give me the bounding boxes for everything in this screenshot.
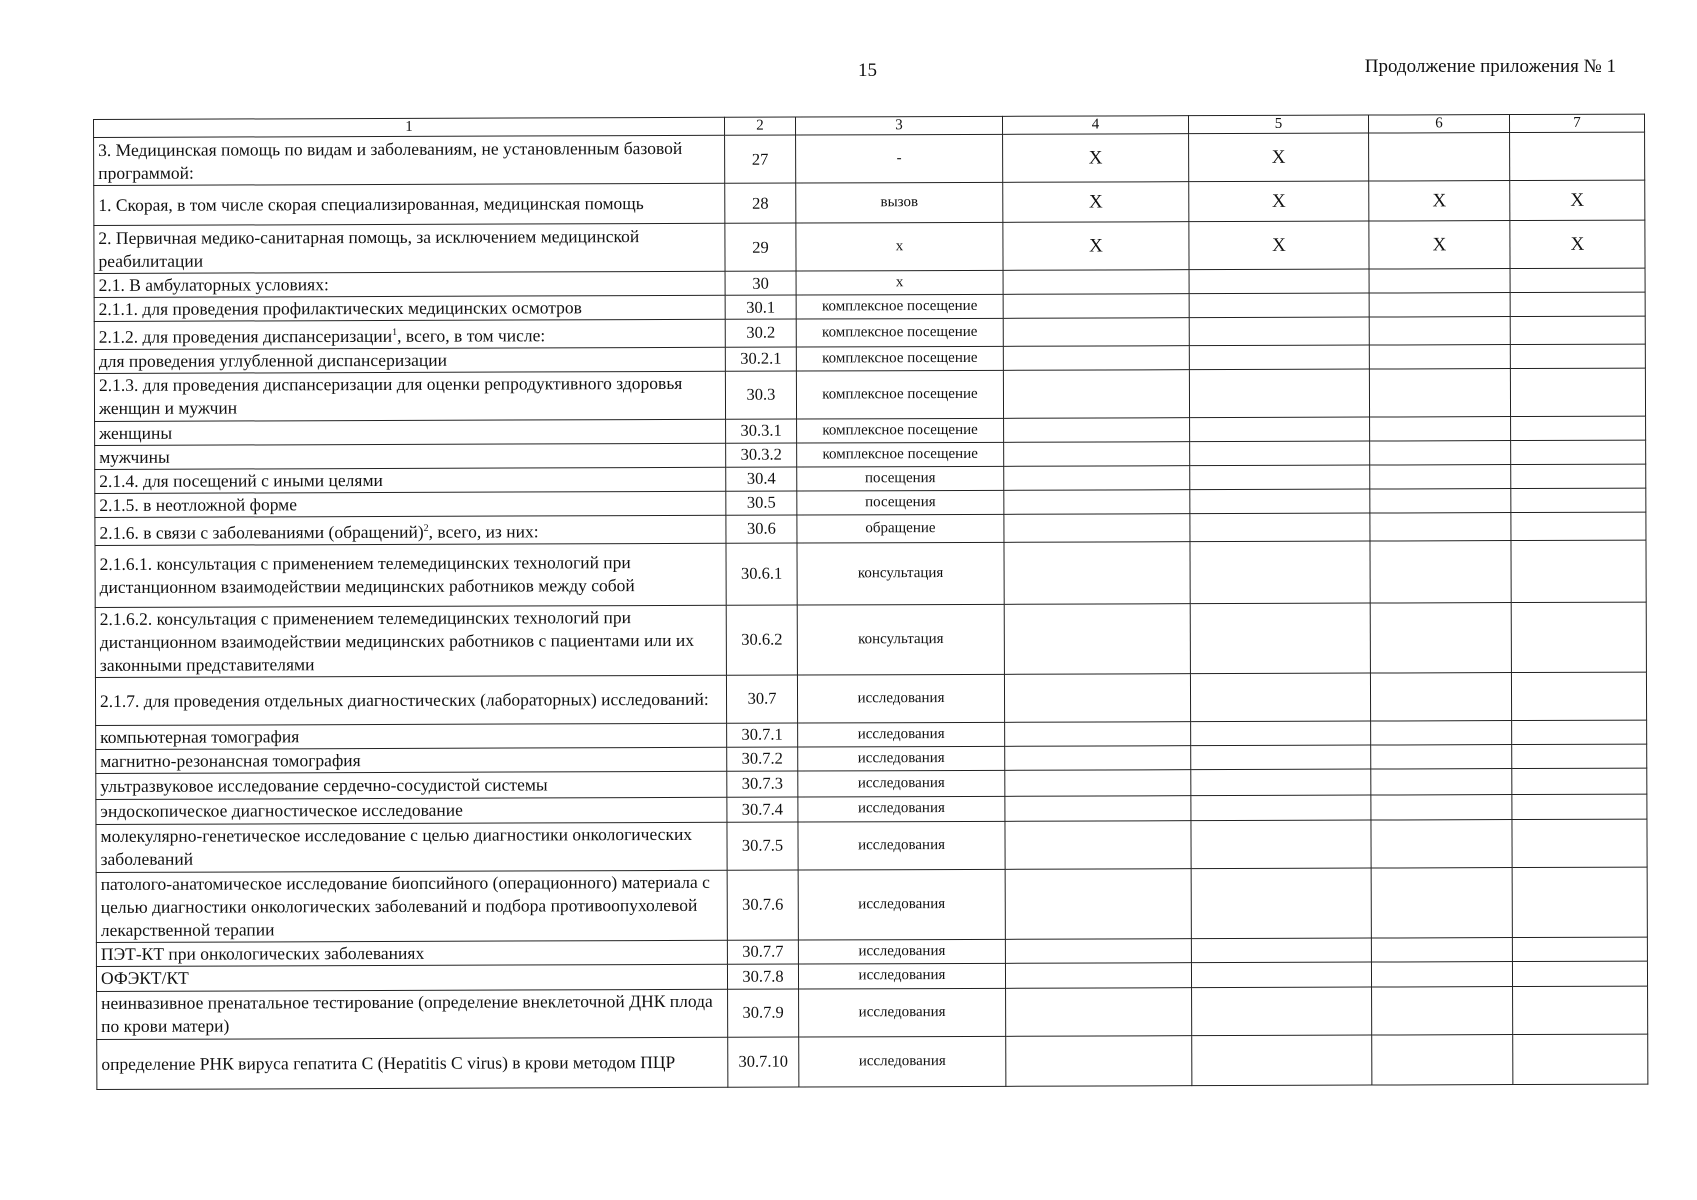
row-col7-cell [1513,986,1648,1034]
row-name: ультразвуковое исследование сердечно-сосудистой системы [100,774,548,796]
row-col4-cell: X [1003,182,1189,223]
footnote-marker: 2 [423,522,429,534]
row-name-cell [94,371,725,421]
row-col7-cell [1511,602,1646,672]
row-name-cell [94,223,725,273]
row-unit-cell: консультация [797,604,1004,675]
row-code-cell: 28 [725,183,796,223]
row-col4-cell: X [1003,134,1189,183]
row-name: эндоскопическое диагностическое исследование [100,799,463,822]
row-col4-cell [1004,603,1190,674]
row-col6-cell [1371,937,1512,961]
row-col5-cell [1191,745,1371,770]
row-name: патолого-анатомическое исследование биопсийного (операционного) материала с целью диагностики онкологических заболеваний и подбора противоопухолевой лекарственной терапии [100,871,710,940]
row-col4-cell [1005,769,1191,796]
row-col7-cell [1511,512,1646,540]
footnote-marker: 1 [392,326,398,338]
page-caption: Продолжение приложения № 1 [1364,56,1616,77]
table-row [94,220,1645,273]
row-col6-cell [1371,819,1512,867]
row-code-cell: 30.2.1 [725,347,796,371]
row-col4-cell [1004,490,1190,515]
row-name-cell [95,491,726,517]
row-code-cell: 30.3.2 [726,443,797,467]
row-name: мужчины [99,446,170,467]
row-col5-cell [1189,345,1369,370]
row-name: 2.1. В амбулаторных условиях: [98,274,329,295]
row-col4-cell [1005,795,1191,821]
row-name: определение РНК вируса гепатита C (Hepatitis C virus) в крови методом ПЦР [101,1051,676,1074]
row-col6-cell [1369,344,1510,368]
row-name: 2.1.4. для посещений с иными целями [99,469,383,491]
row-col7-cell [1510,316,1645,344]
row-unit-cell: исследования [799,1036,1006,1087]
row-col7-cell [1511,540,1646,602]
row-unit-cell: исследования [797,674,1004,723]
row-name-cell [95,675,726,725]
row-col6-cell [1370,512,1511,540]
row-name-cell [95,443,726,469]
row-col7-cell [1510,292,1645,316]
row-col4-cell: X [1003,222,1189,271]
row-col7-cell [1512,720,1647,744]
row-col7-cell [1512,768,1647,794]
row-unit-cell: исследования [798,939,1005,964]
row-name-cell [96,771,727,799]
table-row [95,540,1646,607]
table-row [94,368,1645,421]
row-unit-cell: исследования [798,796,1005,822]
row-col5-cell [1192,987,1372,1036]
row-name-cell [96,822,727,872]
row-name-cell [94,135,725,185]
row-name: женщины [99,422,173,443]
row-col5-cell [1191,868,1371,939]
row-unit-cell: комплексное посещение [796,346,1003,371]
row-col7-cell: X [1510,220,1645,268]
row-col7-cell [1512,867,1647,937]
row-col4-cell [1004,442,1190,467]
row-col4-cell [1005,820,1191,869]
row-name-tail: , всего, из них: [428,521,539,542]
header-col-4: 4 [1002,116,1188,135]
row-unit-cell: исследования [798,963,1005,989]
row-name-cell [96,940,727,966]
row-col4-cell [1003,294,1189,319]
row-name-cell [94,319,725,349]
row-name: компьютерная томография [100,725,300,747]
row-col5-cell [1190,489,1370,514]
row-col6-cell [1370,488,1511,512]
row-code-cell: 30.1 [725,295,796,319]
row-col6-cell [1369,293,1510,317]
row-col5-cell [1192,1035,1372,1086]
row-col6-cell [1370,602,1511,672]
row-code-cell: 30.7.5 [727,822,798,870]
row-code-cell: 30.7.9 [728,989,799,1037]
row-col5-cell [1189,317,1369,345]
row-name-cell [94,271,725,297]
row-name: 2.1.6. в связи с заболеваниями (обращений) [99,521,424,543]
table-row [96,819,1647,872]
row-col7-cell [1512,961,1647,986]
row-col6-cell [1371,794,1512,819]
row-unit-cell: исследования [798,722,1005,747]
row-unit-cell: комплексное посещение [797,418,1004,443]
row-name-cell [95,543,726,607]
row-name-cell [96,797,727,824]
row-unit-cell: посещения [797,466,1004,491]
row-code-cell: 27 [725,135,796,183]
row-col4-cell [1005,868,1191,939]
header-col-3: 3 [795,116,1002,135]
row-col7-cell [1513,1034,1648,1084]
row-code-cell: 30.7 [726,675,797,723]
row-col6-cell [1371,961,1512,986]
row-col4-cell [1005,721,1191,746]
table-row [97,1034,1648,1089]
row-col6-cell [1369,269,1510,293]
row-col4-cell [1004,466,1190,491]
row-name: 2.1.2. для проведения диспансеризации [98,325,393,347]
row-name: 2.1.3. для проведения диспансеризации для оценки репродуктивного здоровья женщин и мужчин [98,373,683,419]
row-col4-cell [1005,962,1191,988]
row-col4-cell [1003,346,1189,371]
row-col7-cell: X [1510,180,1645,220]
row-col5-cell: X [1189,181,1369,222]
row-name-cell [94,183,725,225]
row-name-cell [95,515,726,545]
row-name: 2.1.1. для проведения профилактических медицинских осмотров [98,297,582,319]
row-name-cell [94,347,725,373]
row-name: 1. Скорая, в том числе скорая специализированная, медицинская помощь [98,193,644,215]
row-code-cell: 30.7.3 [727,771,798,797]
table-row [95,602,1646,677]
row-unit-cell: вызов [796,182,1003,223]
table-row [95,672,1646,725]
row-col5-cell [1190,465,1370,490]
row-col7-cell [1512,744,1647,768]
row-code-cell: 30.4 [726,467,797,491]
row-unit-cell: исследования [798,869,1005,940]
row-name: 2.1.6.2. консультация с применением телемедицинских технологий при дистанционном взаимодействии медицинских работников с пациентами или их законными представителями [99,606,695,675]
row-col4-cell [1006,1035,1192,1086]
row-code-cell: 30.5 [726,491,797,515]
row-col4-cell [1004,541,1190,604]
row-name: для проведения углубленной диспансеризации [98,349,447,371]
row-col6-cell [1370,672,1511,720]
row-unit-cell: комплексное посещение [796,294,1003,319]
row-unit-cell: посещения [797,490,1004,515]
header-col-2: 2 [724,117,795,135]
row-col4-cell [1006,987,1192,1036]
row-name: 3. Медицинская помощь по видам и заболеваниям, не установленным базовой программой: [98,137,683,183]
row-name-cell [95,605,726,677]
row-col6-cell [1371,768,1512,794]
row-col5-cell [1189,369,1369,418]
row-col7-cell [1511,464,1646,488]
row-col7-cell [1512,937,1647,961]
row-col7-cell [1511,440,1646,464]
row-code-cell: 30 [725,271,796,295]
row-col6-cell [1369,317,1510,345]
row-col4-cell [1004,418,1190,443]
row-col5-cell [1190,673,1370,722]
row-code-cell: 30.7.4 [727,797,798,822]
row-col7-cell [1511,416,1646,440]
row-unit-cell: комплексное посещение [797,442,1004,467]
row-name: 2.1.5. в неотложной форме [99,494,298,515]
row-unit-cell: обращение [797,514,1004,543]
row-unit-cell: комплексное посещение [796,318,1003,347]
row-code-cell: 30.3.1 [726,419,797,443]
row-code-cell: 30.7.8 [727,964,798,989]
row-col7-cell [1512,819,1647,867]
row-code-cell: 30.7.2 [727,747,798,771]
row-col5-cell: X [1189,221,1369,270]
row-col5-cell [1189,293,1369,318]
header-col-6: 6 [1368,115,1509,133]
header-col-7: 7 [1509,114,1644,132]
row-col6-cell [1370,464,1511,488]
row-code-cell: 30.6.1 [726,543,797,605]
row-col6-cell [1372,1034,1513,1084]
row-name: магнитно-резонансная томография [100,749,361,771]
row-name-cell [94,295,725,321]
row-code-cell: 29 [725,223,796,271]
row-unit-cell: х [796,222,1003,271]
row-col5-cell: X [1189,133,1369,182]
row-unit-cell: - [796,134,1003,183]
table-row [94,132,1645,185]
header-col-1: 1 [94,117,725,137]
row-name-cell [96,723,727,749]
row-name-cell [97,989,728,1039]
row-name-cell [95,419,726,445]
row-col4-cell [1003,370,1189,419]
row-col4-cell [1003,270,1189,295]
row-col4-cell [1004,673,1190,722]
row-col5-cell [1191,938,1371,963]
row-col7-cell [1510,368,1645,416]
row-col6-cell [1370,416,1511,440]
row-col6-cell: X [1369,221,1510,269]
row-code-cell: 30.7.1 [727,723,798,747]
row-col7-cell [1511,488,1646,512]
row-col5-cell [1189,269,1369,294]
row-code-cell: 30.6 [726,515,797,543]
row-col5-cell [1191,769,1371,796]
row-code-cell: 30.7.6 [727,870,798,940]
row-col5-cell [1190,513,1370,541]
row-col6-cell [1370,440,1511,464]
row-col6-cell [1371,867,1512,937]
row-name-tail: , всего, в том числе: [397,325,546,346]
row-name-cell [96,964,727,991]
row-unit-cell: исследования [798,746,1005,771]
row-name-cell [95,467,726,493]
row-name-cell [96,870,727,942]
row-name: неинвазивное пренатальное тестирование (определение внеклеточной ДНК плода по крови матери) [101,990,713,1037]
row-col6-cell [1369,133,1510,181]
row-unit-cell: исследования [798,821,1005,870]
row-col6-cell [1372,986,1513,1034]
table-row [97,986,1648,1039]
row-col5-cell [1191,795,1371,821]
row-unit-cell: х [796,270,1003,295]
row-col4-cell [1005,938,1191,963]
row-name: 2.1.6.1. консультация с применением телемедицинских технологий при дистанционном взаимодействии медицинских работников между собой [99,552,635,598]
row-col6-cell [1370,540,1511,602]
row-col5-cell [1190,603,1370,674]
row-col6-cell [1369,368,1510,416]
row-unit-cell: консультация [797,542,1004,605]
row-unit-cell: комплексное посещение [796,370,1003,419]
table-row [96,867,1647,942]
row-name: молекулярно-генетическое исследование с целью диагностики онкологических заболеваний [100,824,693,870]
row-col4-cell [1003,318,1189,346]
table-body [94,132,1648,1089]
row-col5-cell [1191,820,1371,869]
row-col7-cell [1512,794,1647,819]
row-col5-cell [1190,541,1370,604]
row-col6-cell [1371,744,1512,768]
row-unit-cell: исследования [799,988,1006,1037]
row-col7-cell [1510,132,1645,180]
row-name: ПЭТ-КТ при онкологических заболеваниях [100,942,425,964]
row-col4-cell [1004,514,1190,542]
header-col-5: 5 [1188,115,1368,134]
row-code-cell: 30.7.7 [727,940,798,964]
row-code-cell: 30.3 [725,371,796,419]
row-unit-cell: исследования [798,770,1005,797]
row-col7-cell [1510,344,1645,368]
row-col7-cell [1510,268,1645,292]
row-code-cell: 30.2 [725,319,796,347]
row-code-cell: 30.6.2 [726,605,797,675]
row-code-cell: 30.7.10 [728,1037,799,1087]
row-col6-cell [1371,720,1512,744]
row-col7-cell [1511,672,1646,720]
row-col5-cell [1190,417,1370,442]
row-col4-cell [1005,745,1191,770]
row-col6-cell: X [1369,181,1510,221]
row-col5-cell [1191,721,1371,746]
row-col5-cell [1191,962,1371,988]
row-name: 2. Первичная медико-санитарная помощь, за исключением медицинской реабилитации [98,225,640,271]
row-name: 2.1.7. для проведения отдельных диагностических (лабораторных) исследований: [99,688,709,711]
data-table [93,114,1648,1090]
row-name-cell [96,747,727,773]
row-name-cell [97,1037,728,1089]
page-number: 15 [858,60,877,81]
row-name: ОФЭКТ/КТ [100,967,189,989]
table-row [94,180,1645,225]
row-col5-cell [1190,441,1370,466]
